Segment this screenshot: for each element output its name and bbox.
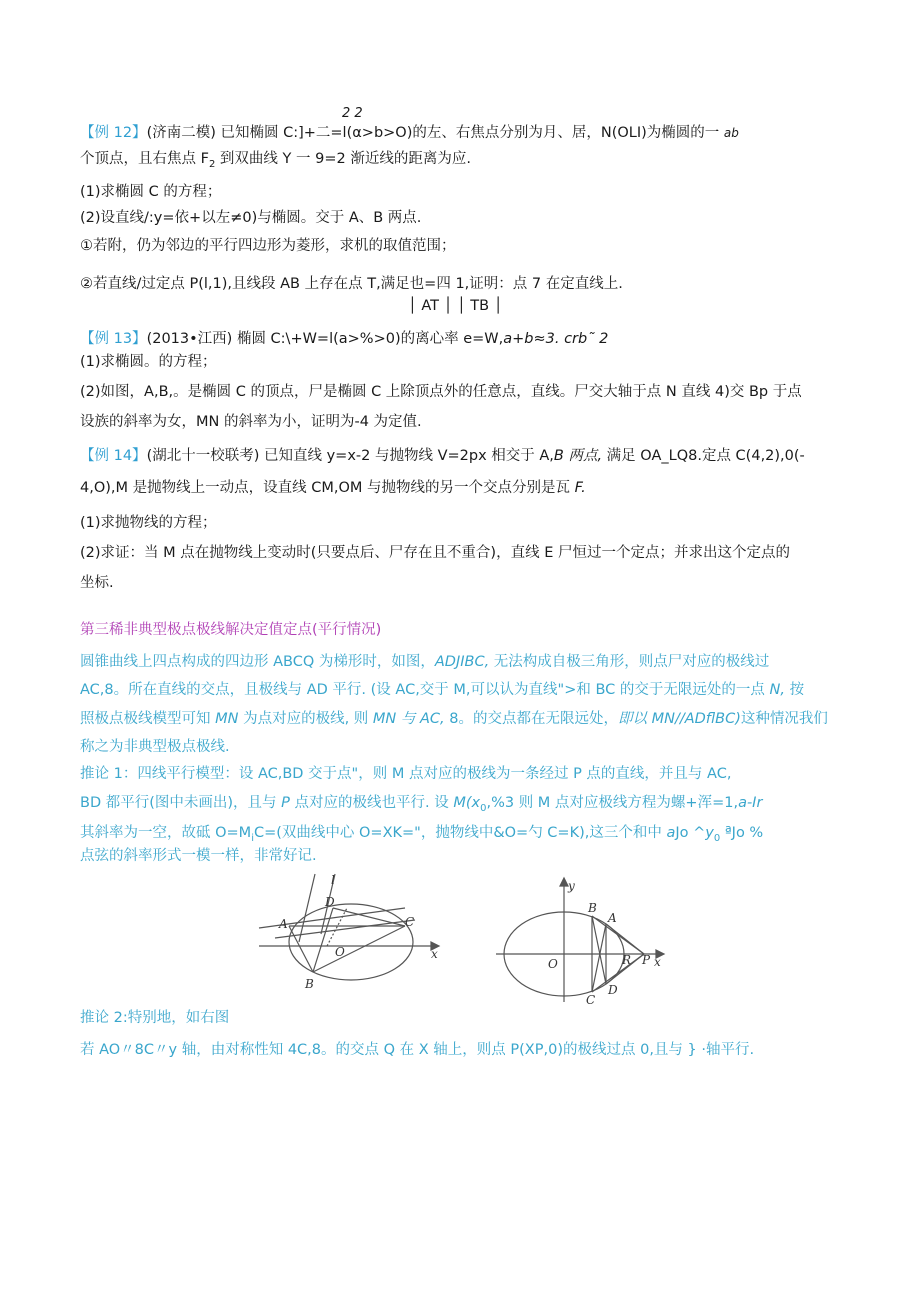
fig2-line-bd bbox=[592, 916, 606, 984]
ex13-q2-line-1: (2)如图，A,B,。是椭圆 C 的顶点，尸是椭圆 C 上除顶点外的任意点，直线。尸交大轴于点 N 直线 4)交 Bp 于点 bbox=[80, 384, 802, 400]
fig1-polar-line bbox=[299, 874, 315, 942]
fig2-label-x: x bbox=[654, 955, 661, 969]
ex12-tail: ab bbox=[723, 126, 739, 140]
section-p2-b: 按 bbox=[784, 682, 805, 698]
ex14-q1: (1)求抛物线的方程； bbox=[80, 515, 217, 531]
corollary-1-line-1: 推论 1：四线平行模型：设 AC,BD 交于点"，则 M 点对应的极线为一条经过 P 点的直线，并且与 AC, bbox=[80, 766, 732, 782]
ex13-line-1 bbox=[80, 329, 608, 349]
fig2-line-ac bbox=[592, 924, 606, 992]
fig1-label-x: x bbox=[431, 947, 438, 961]
section-p1-i: ADJIBC, bbox=[434, 654, 490, 670]
c1-l3-sub2: 0 bbox=[713, 832, 721, 844]
c1-l3-c: Jo ^ bbox=[675, 825, 706, 841]
corollary-1-line-3 bbox=[80, 823, 763, 849]
fig2-line-ap bbox=[606, 924, 644, 954]
ex12-q1: (1)求椭圆 C 的方程； bbox=[80, 184, 222, 200]
fig2-label-o: O bbox=[548, 957, 558, 971]
ex12-text-2a: 个顶点，且右焦点 F bbox=[80, 151, 209, 167]
section-p3-b: 为点对应的极线, 则 bbox=[238, 711, 373, 727]
section-p3-i3: 即以 MN//ADflBC) bbox=[617, 711, 741, 727]
example-13-tag: 【例 13】 bbox=[80, 331, 147, 347]
figure-trapezoid-ellipse bbox=[255, 868, 445, 998]
ex14-q2-line-2: 坐标. bbox=[80, 575, 114, 591]
fig1-line-bc2 bbox=[313, 926, 405, 972]
ex14-text-2b: F. bbox=[574, 480, 586, 496]
section-p1-a: 圆锥曲线上四点构成的四边形 ABCQ 为梯形时，如图， bbox=[80, 654, 435, 670]
fig2-label-r: R bbox=[622, 953, 632, 967]
fig2-label-c: C bbox=[586, 993, 596, 1006]
section-p3-c: 8。的交点都在无限远处， bbox=[444, 711, 618, 727]
section-p3-i2: MN 与 AC, bbox=[372, 711, 445, 727]
ex14-line-1 bbox=[80, 446, 805, 466]
ex12-line-2 bbox=[80, 149, 471, 175]
fig1-line-bd bbox=[313, 908, 333, 972]
example-14-tag: 【例 14】 bbox=[80, 448, 147, 464]
fig1-label-l: l bbox=[331, 873, 335, 887]
section-p3-i1: MN bbox=[215, 711, 239, 727]
ex14-text-1a: (湖北十一校联考) 已知直线 y=x-2 与抛物线 V=2px 相交于 A, bbox=[146, 448, 554, 464]
section-p2-i: N, bbox=[769, 682, 785, 698]
c1-l2-c: ,%3 则 M 点对应极线方程为螺+浑=1, bbox=[486, 795, 739, 811]
figure-symmetric-case bbox=[492, 876, 667, 1006]
c1-l3-i: a bbox=[666, 825, 676, 841]
fig2-label-p: P bbox=[642, 953, 651, 967]
section-p2-a: AC,8。所在直线的交点，且极线与 AD 平行. (设 AC,交于 M,可以认为直线">和 BC 的交于无限远处的一点 bbox=[80, 682, 770, 698]
ex14-line-2 bbox=[80, 478, 586, 498]
ex12-text-2b: 到双曲线 Y 一 9=2 渐近线的距离为应. bbox=[215, 151, 471, 167]
corollary-2-line-2: 若 AO〃8C〃y 轴，由对称性知 4C,8。的交点 Q 在 X 轴上，则点 P(XP,0)的极线过点 0,且与 } ·轴平行. bbox=[80, 1042, 755, 1058]
section-p3-a: 照极点极线模型可知 bbox=[80, 711, 216, 727]
fig2-label-d: D bbox=[608, 983, 618, 997]
fig2-label-b: B bbox=[588, 901, 597, 915]
fig1-label-a: A bbox=[279, 917, 288, 931]
section-p4: 称之为非典型极点极线. bbox=[80, 739, 230, 755]
corollary-1-line-2 bbox=[80, 793, 762, 819]
c1-l2-a: BD 都平行(图中未画出)，且与 bbox=[80, 795, 282, 811]
c1-l3-i2: y bbox=[705, 825, 714, 841]
fig1-label-o: O bbox=[335, 945, 345, 959]
c1-l2-i2: M(x bbox=[453, 795, 481, 811]
ex12-text-1: (济南二模) 已知椭圆 C:]+二=l(α>b>O)的左、右焦点分别为月、居，N(OLI)为椭圆的一 bbox=[146, 125, 720, 141]
c1-l3-b: C=(双曲线中心 O=XK="，抛物线中&O=勺 C=K),这三个和中 bbox=[253, 825, 667, 841]
fig1-line-dc bbox=[333, 908, 405, 926]
ex12-q2b: ②若直线/过定点 P(l,1),且线段 AB 上存在点 T,满足也=四 1,证明：点 7 在定直线上. bbox=[80, 276, 623, 292]
section-p1-b: 无法构成自极三角形，则点尸对应的极线过 bbox=[489, 654, 770, 670]
section-p3-d: 这种情况我们 bbox=[740, 711, 828, 727]
corollary-1-line-4: 点弦的斜率形式一模一样，非常好记. bbox=[80, 848, 317, 864]
ex14-text-2a: 4,O),M 是抛物线上一动点，设直线 CM,OM 与抛物线的另一个交点分别是瓦 bbox=[80, 480, 575, 496]
c1-l3-a: 其斜率为一空，故砥 O=M bbox=[80, 825, 252, 841]
section-heading: 第三稀非典型极点极线解决定值定点(平行情况) bbox=[80, 622, 382, 638]
example-12-tag: 【例 12】 bbox=[80, 125, 147, 141]
c1-l2-b: 点对应的极线也平行. 设 bbox=[289, 795, 454, 811]
ex12-sub-2: 2 bbox=[208, 158, 216, 170]
ex13-q1: (1)求椭圆。的方程； bbox=[80, 354, 217, 370]
ex13-tail: a+b≈3. crb˜ 2 bbox=[503, 331, 609, 347]
fig1-label-c: C bbox=[405, 915, 415, 929]
c1-l2-i3: a-Ir bbox=[738, 795, 763, 811]
section-p1 bbox=[80, 652, 769, 672]
fig1-label-d: D bbox=[325, 895, 335, 909]
ex13-q2-line-2: 设族的斜率为女，MN 的斜率为小，证明为-4 为定值. bbox=[80, 414, 422, 430]
fig1-dashed-line bbox=[327, 908, 347, 946]
ex12-abs-values: │ AT │ │ TB │ bbox=[408, 298, 503, 314]
ex12-line-1 bbox=[80, 123, 739, 143]
corollary-2-line-1: 推论 2:特别地，如右图 bbox=[80, 1010, 230, 1026]
c1-l2-sub: 0 bbox=[480, 802, 487, 814]
ex12-q2: (2)设直线/:y=依+以左≠0)与椭圆。交于 A、B 两点. bbox=[80, 210, 422, 226]
ex13-text: (2013•江西) 椭圆 C:\+W=l(a>%>0)的离心率 e=W, bbox=[146, 331, 504, 347]
ex12-q2a: ①若附，仍为邻边的平行四边形为菱形，求机的取值范围； bbox=[80, 238, 456, 254]
fig2-y-arrow bbox=[560, 878, 568, 886]
c1-l3-sub: i bbox=[251, 832, 254, 844]
fig2-label-a: A bbox=[608, 911, 617, 925]
section-p3 bbox=[80, 709, 828, 729]
section-p2 bbox=[80, 680, 804, 700]
fig1-label-b: B bbox=[305, 977, 314, 991]
c1-l3-d: ªJo % bbox=[720, 825, 764, 841]
fig2-label-y: y bbox=[568, 879, 575, 893]
c1-l2-i: P bbox=[281, 795, 290, 811]
superscript-2s: 2 2 bbox=[342, 106, 363, 121]
ex14-text-1c: 满足 OA_LQ8.定点 C(4,2),0(- bbox=[602, 448, 805, 464]
ex14-text-1b: B 两点, bbox=[553, 448, 603, 464]
ex14-q2-line-1: (2)求证：当 M 点在抛物线上变动时(只要点后、尸存在且不重合)，直线 E 尸恒过一个定点；并求出这个定点的 bbox=[80, 545, 790, 561]
